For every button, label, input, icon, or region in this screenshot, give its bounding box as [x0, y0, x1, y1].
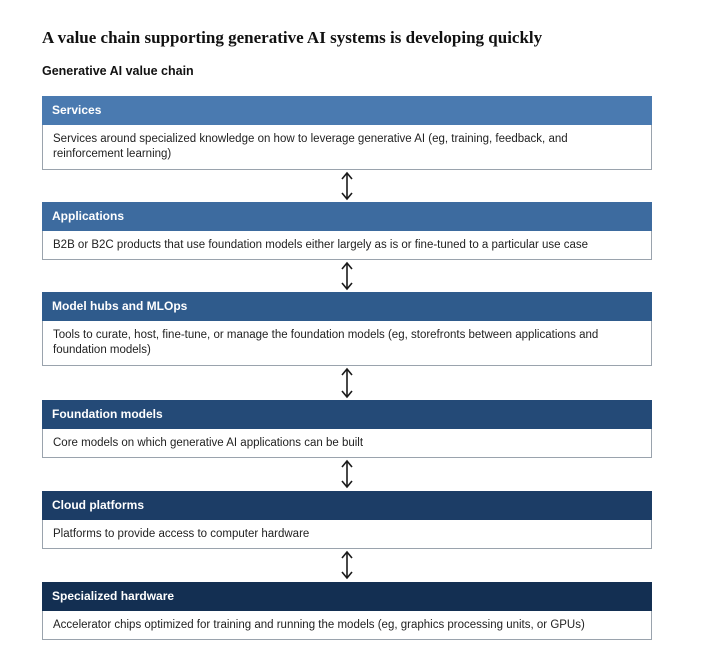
layer-description-specialized-hardware: Accelerator chips optimized for training and running the models (eg, graphics processing units, or GPUs) — [42, 611, 652, 640]
layer-cloud-platforms — [42, 491, 652, 549]
connector-modelhubs-foundation — [339, 367, 355, 399]
double-arrow-vertical-icon — [339, 550, 355, 580]
layer-foundation-models — [42, 400, 652, 458]
layer-header-applications: Applications — [42, 202, 652, 231]
layer-header-services: Services — [42, 96, 652, 125]
layer-description-foundation-models: Core models on which generative AI applications can be built — [42, 429, 652, 458]
layer-header-model-hubs: Model hubs and MLOps — [42, 292, 652, 321]
layer-header-specialized-hardware: Specialized hardware — [42, 582, 652, 611]
layer-services — [42, 96, 652, 170]
layer-description-applications: B2B or B2C products that use foundation models either largely as is or fine-tuned to a particular use case — [42, 231, 652, 260]
layer-model-hubs — [42, 292, 652, 366]
connector-services-applications — [339, 171, 355, 201]
double-arrow-vertical-icon — [339, 171, 355, 201]
double-arrow-vertical-icon — [339, 459, 355, 489]
chart-subtitle: Generative AI value chain — [42, 64, 194, 78]
double-arrow-vertical-icon — [339, 367, 355, 399]
connector-applications-modelhubs — [339, 261, 355, 291]
layer-description-services: Services around specialized knowledge on how to leverage generative AI (eg, training, feedback, and reinforcement learning) — [42, 125, 652, 170]
double-arrow-vertical-icon — [339, 261, 355, 291]
connector-cloud-hardware — [339, 550, 355, 580]
layer-applications — [42, 202, 652, 260]
connector-foundation-cloud — [339, 459, 355, 489]
layer-specialized-hardware — [42, 582, 652, 640]
layer-header-cloud-platforms: Cloud platforms — [42, 491, 652, 520]
layer-header-foundation-models: Foundation models — [42, 400, 652, 429]
page-title: A value chain supporting generative AI systems is developing quickly — [42, 28, 543, 47]
layer-description-model-hubs: Tools to curate, host, fine-tune, or manage the foundation models (eg, storefronts between applications and foundation models) — [42, 321, 652, 366]
layer-description-cloud-platforms: Platforms to provide access to computer hardware — [42, 520, 652, 549]
